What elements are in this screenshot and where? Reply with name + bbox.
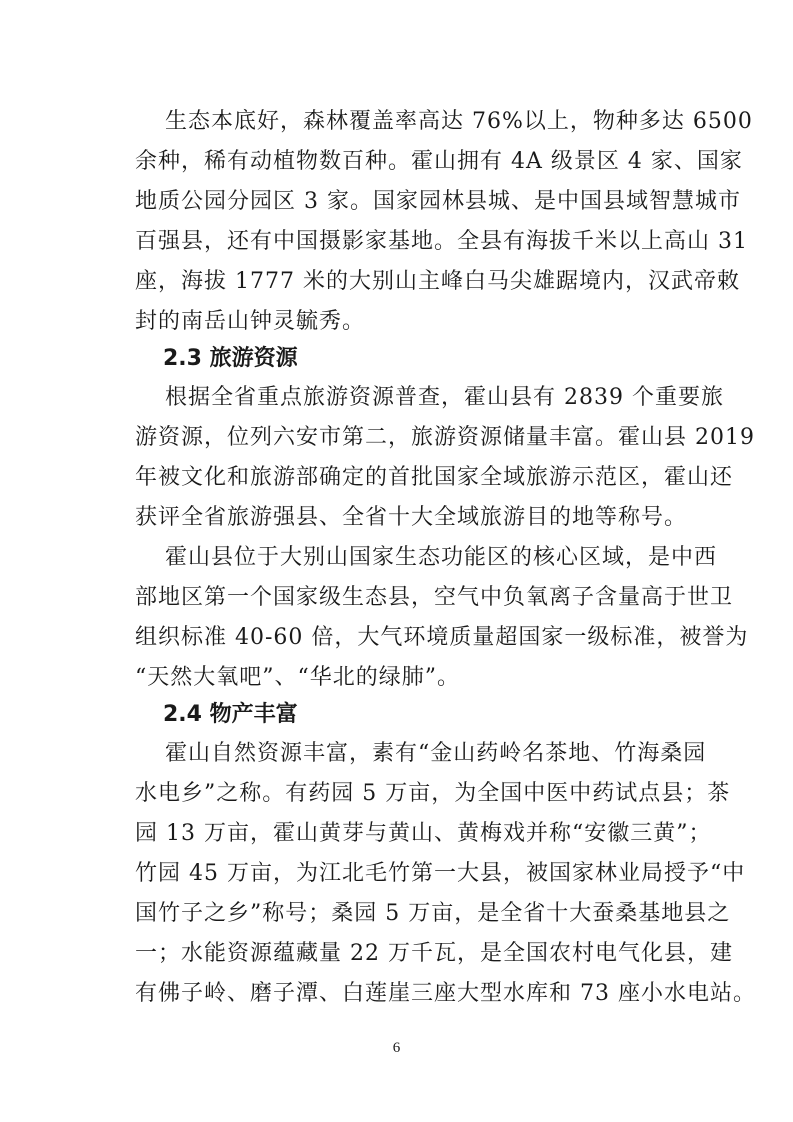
text-line: 根据全省重点旅游资源普查，霍山县有 2839 个重要旅 <box>165 385 724 410</box>
text-line: 年被文化和旅游部确定的首批国家全域旅游示范区，霍山还 <box>135 465 734 490</box>
text-line: 座，海拔 1777 米的大别山主峰白马尖雄踞境内，汉武帝敕 <box>135 269 740 294</box>
text-line: 有佛子岭、磨子潭、白莲崖三座大型水库和 73 座小水电站。 <box>135 981 756 1006</box>
text-line: 一；水能资源蕴藏量 22 万千瓦，是全国农村电气化县，建 <box>135 941 733 966</box>
text-line: 封的南岳山钟灵毓秀。 <box>135 309 366 334</box>
text-line: 组织标准 40-60 倍，大气环境质量超国家一级标准，被誉为 <box>135 625 749 650</box>
text-line: 园 13 万亩，霍山黄芽与黄山、黄梅戏并称“安徽三黄”； <box>135 821 712 846</box>
text-line: 竹园 45 万亩，为江北毛竹第一大县，被国家林业局授予“中 <box>135 861 746 886</box>
text-line: 部地区第一个国家级生态县，空气中负氧离子含量高于世卫 <box>135 585 734 610</box>
text-line: “天然大氧吧”、“华北的绿肺”。 <box>135 665 460 690</box>
text-line: 地质公园分园区 3 家。国家园林县城、是中国县域智慧城市 <box>135 189 741 214</box>
text-line: 霍山自然资源丰富，素有“金山药岭名茶地、竹海桑园 <box>165 741 707 766</box>
text-line: 游资源，位列六安市第二，旅游资源储量丰富。霍山县 2019 <box>135 425 755 450</box>
text-line: 获评全省旅游强县、全省十大全域旅游目的地等称号。 <box>135 505 688 530</box>
text-line: 生态本底好，森林覆盖率高达 76%以上，物种多达 6500 <box>165 109 753 134</box>
section-heading: 2.4 物产丰富 <box>163 702 298 727</box>
text-line: 水电乡”之称。有药园 5 万亩，为全国中医中药试点县；茶 <box>135 781 731 806</box>
text-line: 百强县，还有中国摄影家基地。全县有海拔千米以上高山 31 <box>135 229 748 254</box>
text-line: 霍山县位于大别山国家生态功能区的核心区域，是中西 <box>165 545 718 570</box>
page-number: 6 <box>392 1040 401 1056</box>
text-line: 国竹子之乡”称号；桑园 5 万亩，是全省十大蚕桑基地县之 <box>135 901 731 926</box>
text-line: 余种，稀有动植物数百种。霍山拥有 4A 级景区 4 家、国家 <box>135 149 743 174</box>
section-heading: 2.3 旅游资源 <box>163 346 298 371</box>
